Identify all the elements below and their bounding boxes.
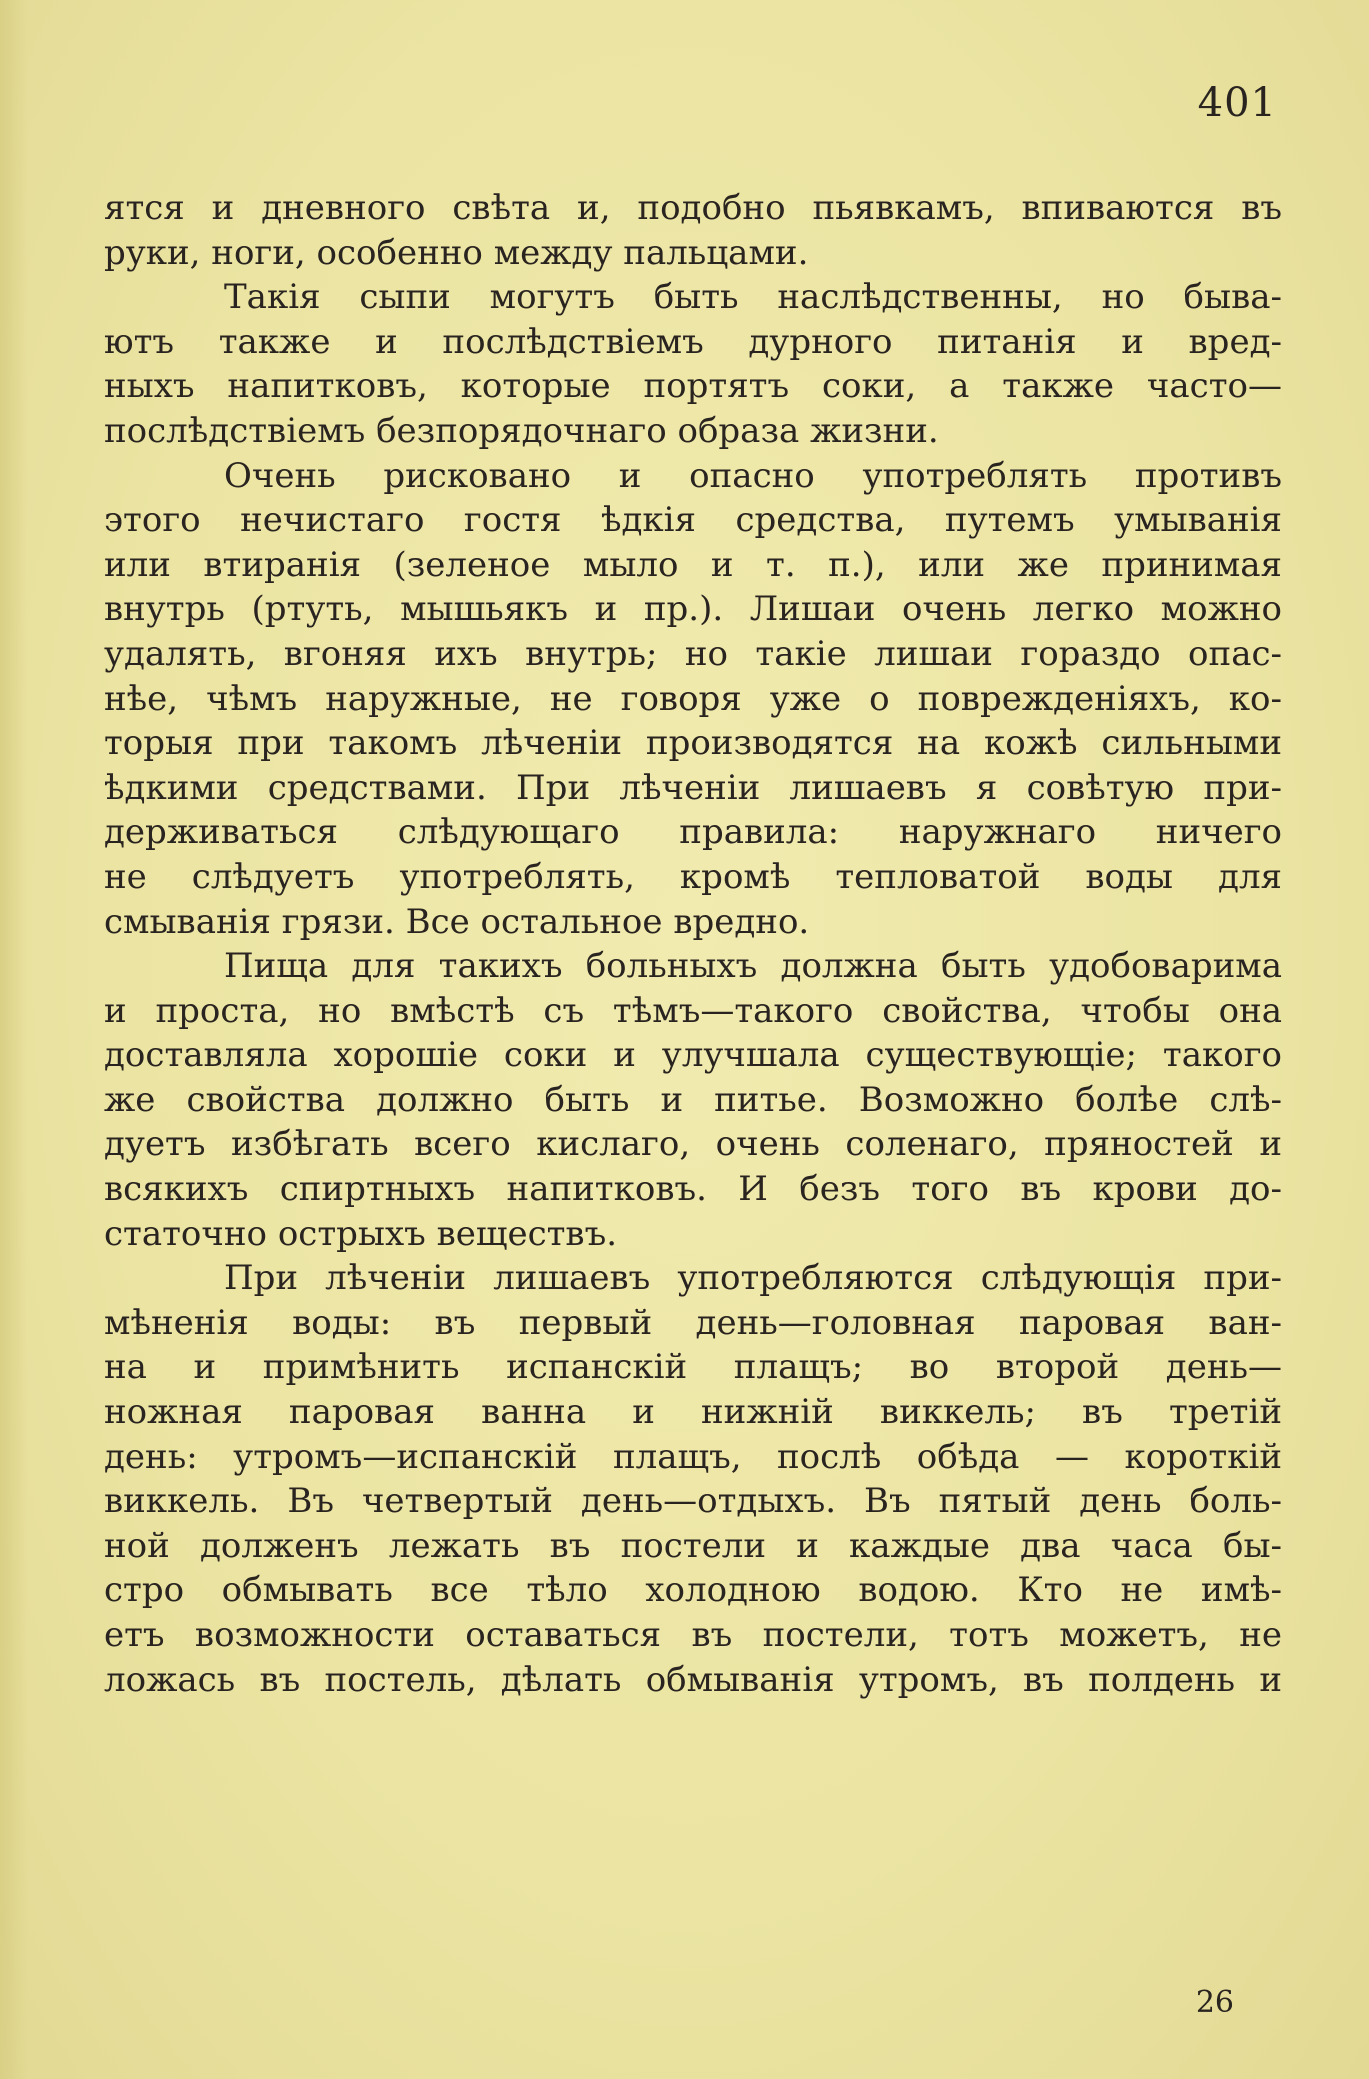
text-line-1: ятся и дневного свѣта и, подобно пьявкамъ, впиваются въ [104, 188, 1282, 228]
text-line-17: смыванія грязи. Все остальное вредно. [104, 901, 810, 942]
text-line-16: не слѣдуетъ употреблять, кромѣ тепловатой воды для [104, 856, 1282, 897]
text-line-32: стро обмывать все тѣло холодною водою. Кто не имѣ- [104, 1570, 1282, 1611]
text-line-23: всякихъ спиртныхъ напитковъ. И безъ того въ крови до- [104, 1169, 1282, 1210]
text-line-34: ложась въ постель, дѣлать обмыванія утромъ, въ полдень и [104, 1659, 1282, 1700]
text-line-8: этого нечистаго гостя ѣдкія средства, путемъ умыванія [104, 500, 1282, 541]
text-line-28: ножная паровая ванна и нижній виккель; въ третій [104, 1392, 1282, 1433]
text-line-14: ѣдкими средствами. При лѣченіи лишаевъ я совѣтую при- [104, 767, 1282, 808]
text-line-9: или втиранія (зеленое мыло и т. п.), или же принимая [104, 544, 1282, 585]
text-line-31: ной долженъ лежать въ постели и каждые два часа бы- [104, 1525, 1282, 1566]
text-line-22: дуетъ избѣгать всего кислаго, очень соленаго, пряностей и [104, 1124, 1282, 1165]
signature-mark: 26 [1195, 1985, 1234, 2020]
page-edge-shadow [0, 0, 28, 2079]
text-line-11: удалять, вгоняя ихъ внутрь; но такіе лишаи гораздо опас- [104, 633, 1282, 674]
text-line-25: При лѣченіи лишаевъ употребляются слѣдующія при- [224, 1258, 1282, 1299]
text-line-13: торыя при такомъ лѣченіи производятся на кожѣ сильными [104, 723, 1282, 764]
text-line-3: Такія сыпи могутъ быть наслѣдственны, но быва- [224, 277, 1282, 318]
text-line-18: Пища для такихъ больныхъ должна быть удобоварима [224, 946, 1282, 987]
text-line-15: держиваться слѣдующаго правила: наружнаго ничего [104, 812, 1282, 853]
text-line-5: ныхъ напитковъ, которые портятъ соки, а также часто— [104, 366, 1282, 407]
text-line-12: нѣе, чѣмъ наружные, не говоря уже о поврежденіяхъ, ко- [104, 678, 1282, 719]
text-line-6: послѣдствіемъ безпорядочнаго образа жизни. [104, 410, 939, 451]
text-line-2: руки, ноги, особенно между пальцами. [104, 232, 809, 273]
text-line-33: етъ возможности оставаться въ постели, тотъ можетъ, не [104, 1615, 1282, 1655]
text-line-19: и проста, но вмѣстѣ съ тѣмъ—такого свойства, чтобы она [104, 990, 1282, 1031]
body-text [104, 186, 1282, 1702]
text-line-20: доставляла хорошіе соки и улучшала существующіе; такого [104, 1035, 1282, 1076]
text-line-21: же свойства должно быть и питье. Возможно болѣе слѣ- [104, 1079, 1282, 1120]
text-line-29: день: утромъ—испанскій плащъ, послѣ обѣда — короткій [104, 1436, 1282, 1477]
text-line-27: на и примѣнить испанскій плащъ; во второй день— [104, 1347, 1282, 1388]
text-line-4: ютъ также и послѣдствіемъ дурного питанія и вред- [104, 321, 1282, 362]
text-line-26: мѣненія воды: въ первый день—головная паровая ван- [104, 1302, 1282, 1343]
text-line-7: Очень рисковано и опасно употреблять противъ [224, 455, 1282, 496]
text-line-30: виккель. Въ четвертый день—отдыхъ. Въ пятый день боль- [104, 1481, 1282, 1522]
page-number: 401 [1197, 80, 1277, 126]
text-line-10: внутрь (ртуть, мышьякъ и пр.). Лишаи очень легко можно [104, 589, 1282, 630]
text-line-24: статочно острыхъ веществъ. [104, 1213, 618, 1254]
